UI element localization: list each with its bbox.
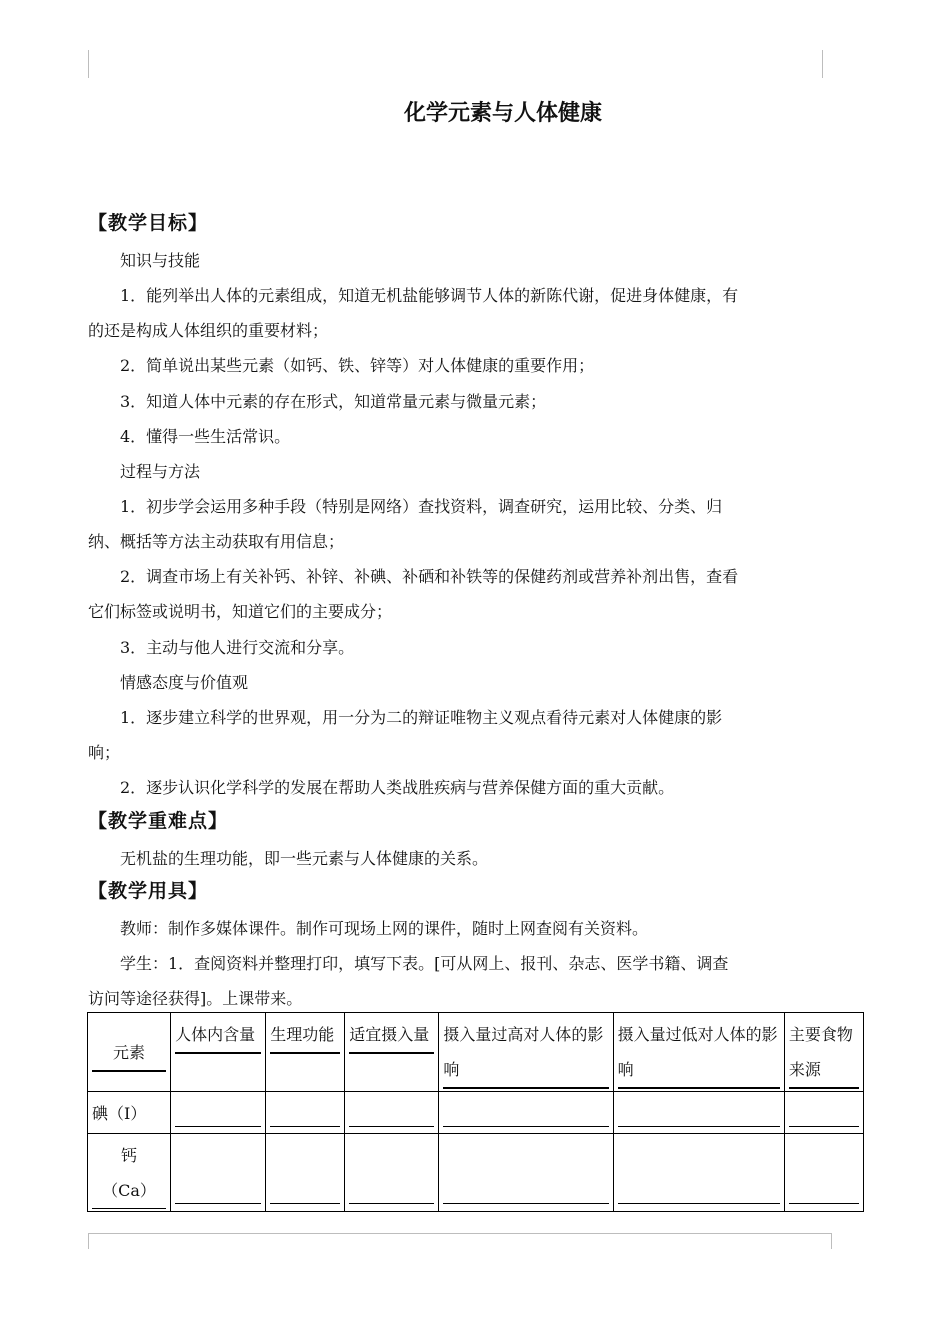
goal-line: 的还是构成人体组织的重要材料； [88, 321, 329, 340]
element-cell: 碘（I） [88, 1092, 171, 1134]
table-cell[interactable] [266, 1092, 345, 1134]
page-corner-mark [88, 1233, 832, 1234]
table-cell[interactable] [439, 1092, 613, 1134]
table-cell[interactable] [613, 1092, 784, 1134]
table-header-cell: 摄入量过高对人体的影响 [439, 1013, 613, 1092]
element-cell: 钙 （Ca） [88, 1134, 171, 1212]
goal-line: 它们标签或说明书，知道它们的主要成分； [88, 602, 393, 621]
table-header-cell: 适宜摄入量 [345, 1013, 439, 1092]
table-cell[interactable] [345, 1134, 439, 1212]
table-header-row [88, 1013, 864, 1092]
goal-line: 3．主动与他人进行交流和分享。 [120, 638, 355, 657]
section-heading-keypoints: 【教学重难点】 [88, 810, 229, 832]
subheading-attitude: 情感态度与价值观 [120, 673, 249, 692]
page-corner-mark [822, 50, 823, 78]
keypoints-text: 无机盐的生理功能，即一些元素与人体健康的关系。 [120, 849, 489, 868]
page-corner-mark [88, 50, 89, 78]
subheading-process: 过程与方法 [120, 462, 201, 481]
element-table [87, 1012, 864, 1212]
table-cell[interactable] [784, 1092, 863, 1134]
goal-line: 4．懂得一些生活常识。 [120, 427, 291, 446]
goal-line: 3．知道人体中元素的存在形式，知道常量元素与微量元素； [120, 392, 547, 411]
table-header-cell: 主要食物来源 [784, 1013, 863, 1092]
table-cell[interactable] [171, 1134, 266, 1212]
table-cell[interactable] [345, 1092, 439, 1134]
page-title: 化学元素与人体健康 [403, 101, 602, 126]
goal-line: 1．逐步建立科学的世界观，用一分为二的辩证唯物主义观点看待元素对人体健康的影 [120, 708, 723, 727]
table-cell[interactable] [439, 1134, 613, 1212]
table-header-cell: 人体内含量 [171, 1013, 266, 1092]
tools-teacher: 教师：制作多媒体课件。制作可现场上网的课件，随时上网查阅有关资料。 [120, 919, 649, 938]
goal-line: 响； [88, 743, 121, 762]
goal-line: 2．调查市场上有关补钙、补锌、补碘、补硒和补铁等的保健药剂或营养补剂出售，查看 [120, 567, 739, 586]
subheading-knowledge: 知识与技能 [120, 251, 201, 270]
table-cell[interactable] [613, 1134, 784, 1212]
table-cell[interactable] [266, 1134, 345, 1212]
goal-line: 2．简单说出某些元素（如钙、铁、锌等）对人体健康的重要作用； [120, 356, 595, 375]
table-cell[interactable] [784, 1134, 863, 1212]
section-heading-goals: 【教学目标】 [88, 212, 209, 234]
table-header-cell: 生理功能 [266, 1013, 345, 1092]
tools-student: 访问等途径获得]。上课带来。 [88, 989, 303, 1008]
page-corner-mark [88, 1233, 89, 1249]
table-row [88, 1092, 864, 1134]
goal-line: 1．能列举出人体的元素组成，知道无机盐能够调节人体的新陈代谢，促进身体健康，有 [120, 286, 739, 305]
goal-line: 1．初步学会运用多种手段（特别是网络）查找资料，调查研究，运用比较、分类、归 [120, 497, 723, 516]
table-cell[interactable] [171, 1092, 266, 1134]
goal-line: 2．逐步认识化学科学的发展在帮助人类战胜疾病与营养保健方面的重大贡献。 [120, 778, 675, 797]
tools-student: 学生：1．查阅资料并整理打印，填写下表。[可从网上、报刊、杂志、医学书籍、调查 [120, 954, 729, 973]
page-corner-mark [831, 1233, 832, 1249]
table-row [88, 1134, 864, 1212]
table-header-cell: 摄入量过低对人体的影响 [613, 1013, 784, 1092]
goal-line: 纳、概括等方法主动获取有用信息； [88, 532, 345, 551]
table-header-cell: 元素 [88, 1013, 171, 1092]
section-heading-tools: 【教学用具】 [88, 880, 209, 902]
